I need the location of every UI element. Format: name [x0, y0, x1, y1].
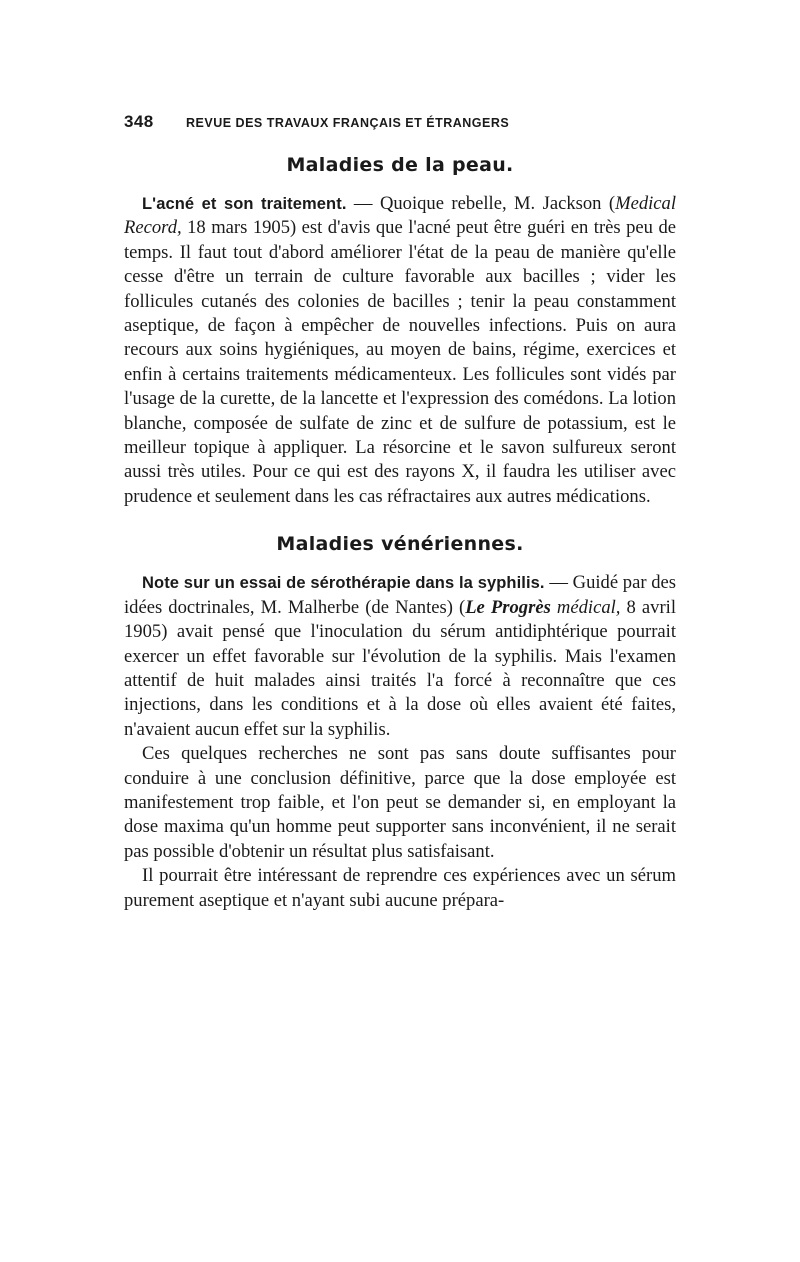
- article-title-syphilis: Note sur un essai de sérothérapie dans la syphilis.: [142, 574, 545, 593]
- article-title-acne: L'acné et son traitement.: [142, 195, 347, 213]
- source-title: Medical Record,: [124, 193, 676, 239]
- section-heading-skin-diseases: Maladies de la peau.: [286, 154, 514, 176]
- text: Quoique rebelle, M. Jackson (: [379, 193, 616, 214]
- dash: —: [544, 572, 573, 594]
- article-acne-paragraph: [124, 192, 676, 509]
- running-title: REVUE DES TRAVAUX FRANÇAIS ET ÉTRANGERS: [186, 116, 510, 130]
- text: Guidé par des idées doctrinales, M. Malherbe (de Nantes) (: [124, 572, 677, 618]
- source-title: Le Progrès: [465, 596, 551, 618]
- text: 18 mars 1905) est d'avis que l'acné peut être guéri en très peu de temps. Il faut tout d'abord améliorer l'état de la peau de manière qu'elle cesse d'être un terrain de culture favorable aux bacilles ; vider les follicules cutanés des colonies de bacilles ; tenir la peau constamment aseptique, de façon à empêcher de nouvelles infections. Puis on aura recours aux soins hygiéniques, au moyen de bains, régime, exercices et enfin à certains traitements médicamenteux. Les follicules sont vidés par l'usage de la curette, de la lancette et l'expression des comédons. La lotion blanche, composée de sulfate de zinc et de sulfure de potassium, est le meilleur topique à appliquer. La résorcine et le savon sulfureux seront aussi très utiles. Pour ce qui est des rayons X, il faudra les utiliser avec prudence et seulement dans les cas réfractaires aux autres médications.: [124, 217, 676, 507]
- text: 8 avril 1905) avait pensé que l'inoculation du sérum antidiphtérique pourrait exercer un effet favorable sur l'évolution de la syphilis. Mais l'examen attentif de huit malades ainsi traités l'a forcé à reconnaître que ces injections, dans les conditions et à la dose où elles avaient été faites, n'avaient aucun effet sur la syphilis.: [124, 596, 677, 740]
- source-title-cont: médical,: [550, 596, 621, 618]
- paragraph-3: Il pourrait être intéressant de reprendre ces expériences avec un sérum purement aseptique et n'ayant subi aucune prépara-: [124, 865, 676, 911]
- book-page: [124, 112, 676, 913]
- running-head: [124, 112, 676, 142]
- section-heading-venereal-diseases: Maladies vénériennes.: [276, 533, 524, 556]
- dash: —: [346, 193, 380, 214]
- paragraph-2: Ces quelques recherches ne sont pas sans doute suffisantes pour conduire à une conclusion définitive, parce que la dose employée est manifestement trop faible, et l'on peut se demander si, en employant la dose maxima qu'un homme peut supporter sans inconvénient, il ne serait pas possible d'obtenir un résultat plus satisfaisant.: [124, 743, 676, 862]
- article-syphilis-paragraph: [124, 571, 676, 742]
- page-number: 348: [124, 112, 154, 131]
